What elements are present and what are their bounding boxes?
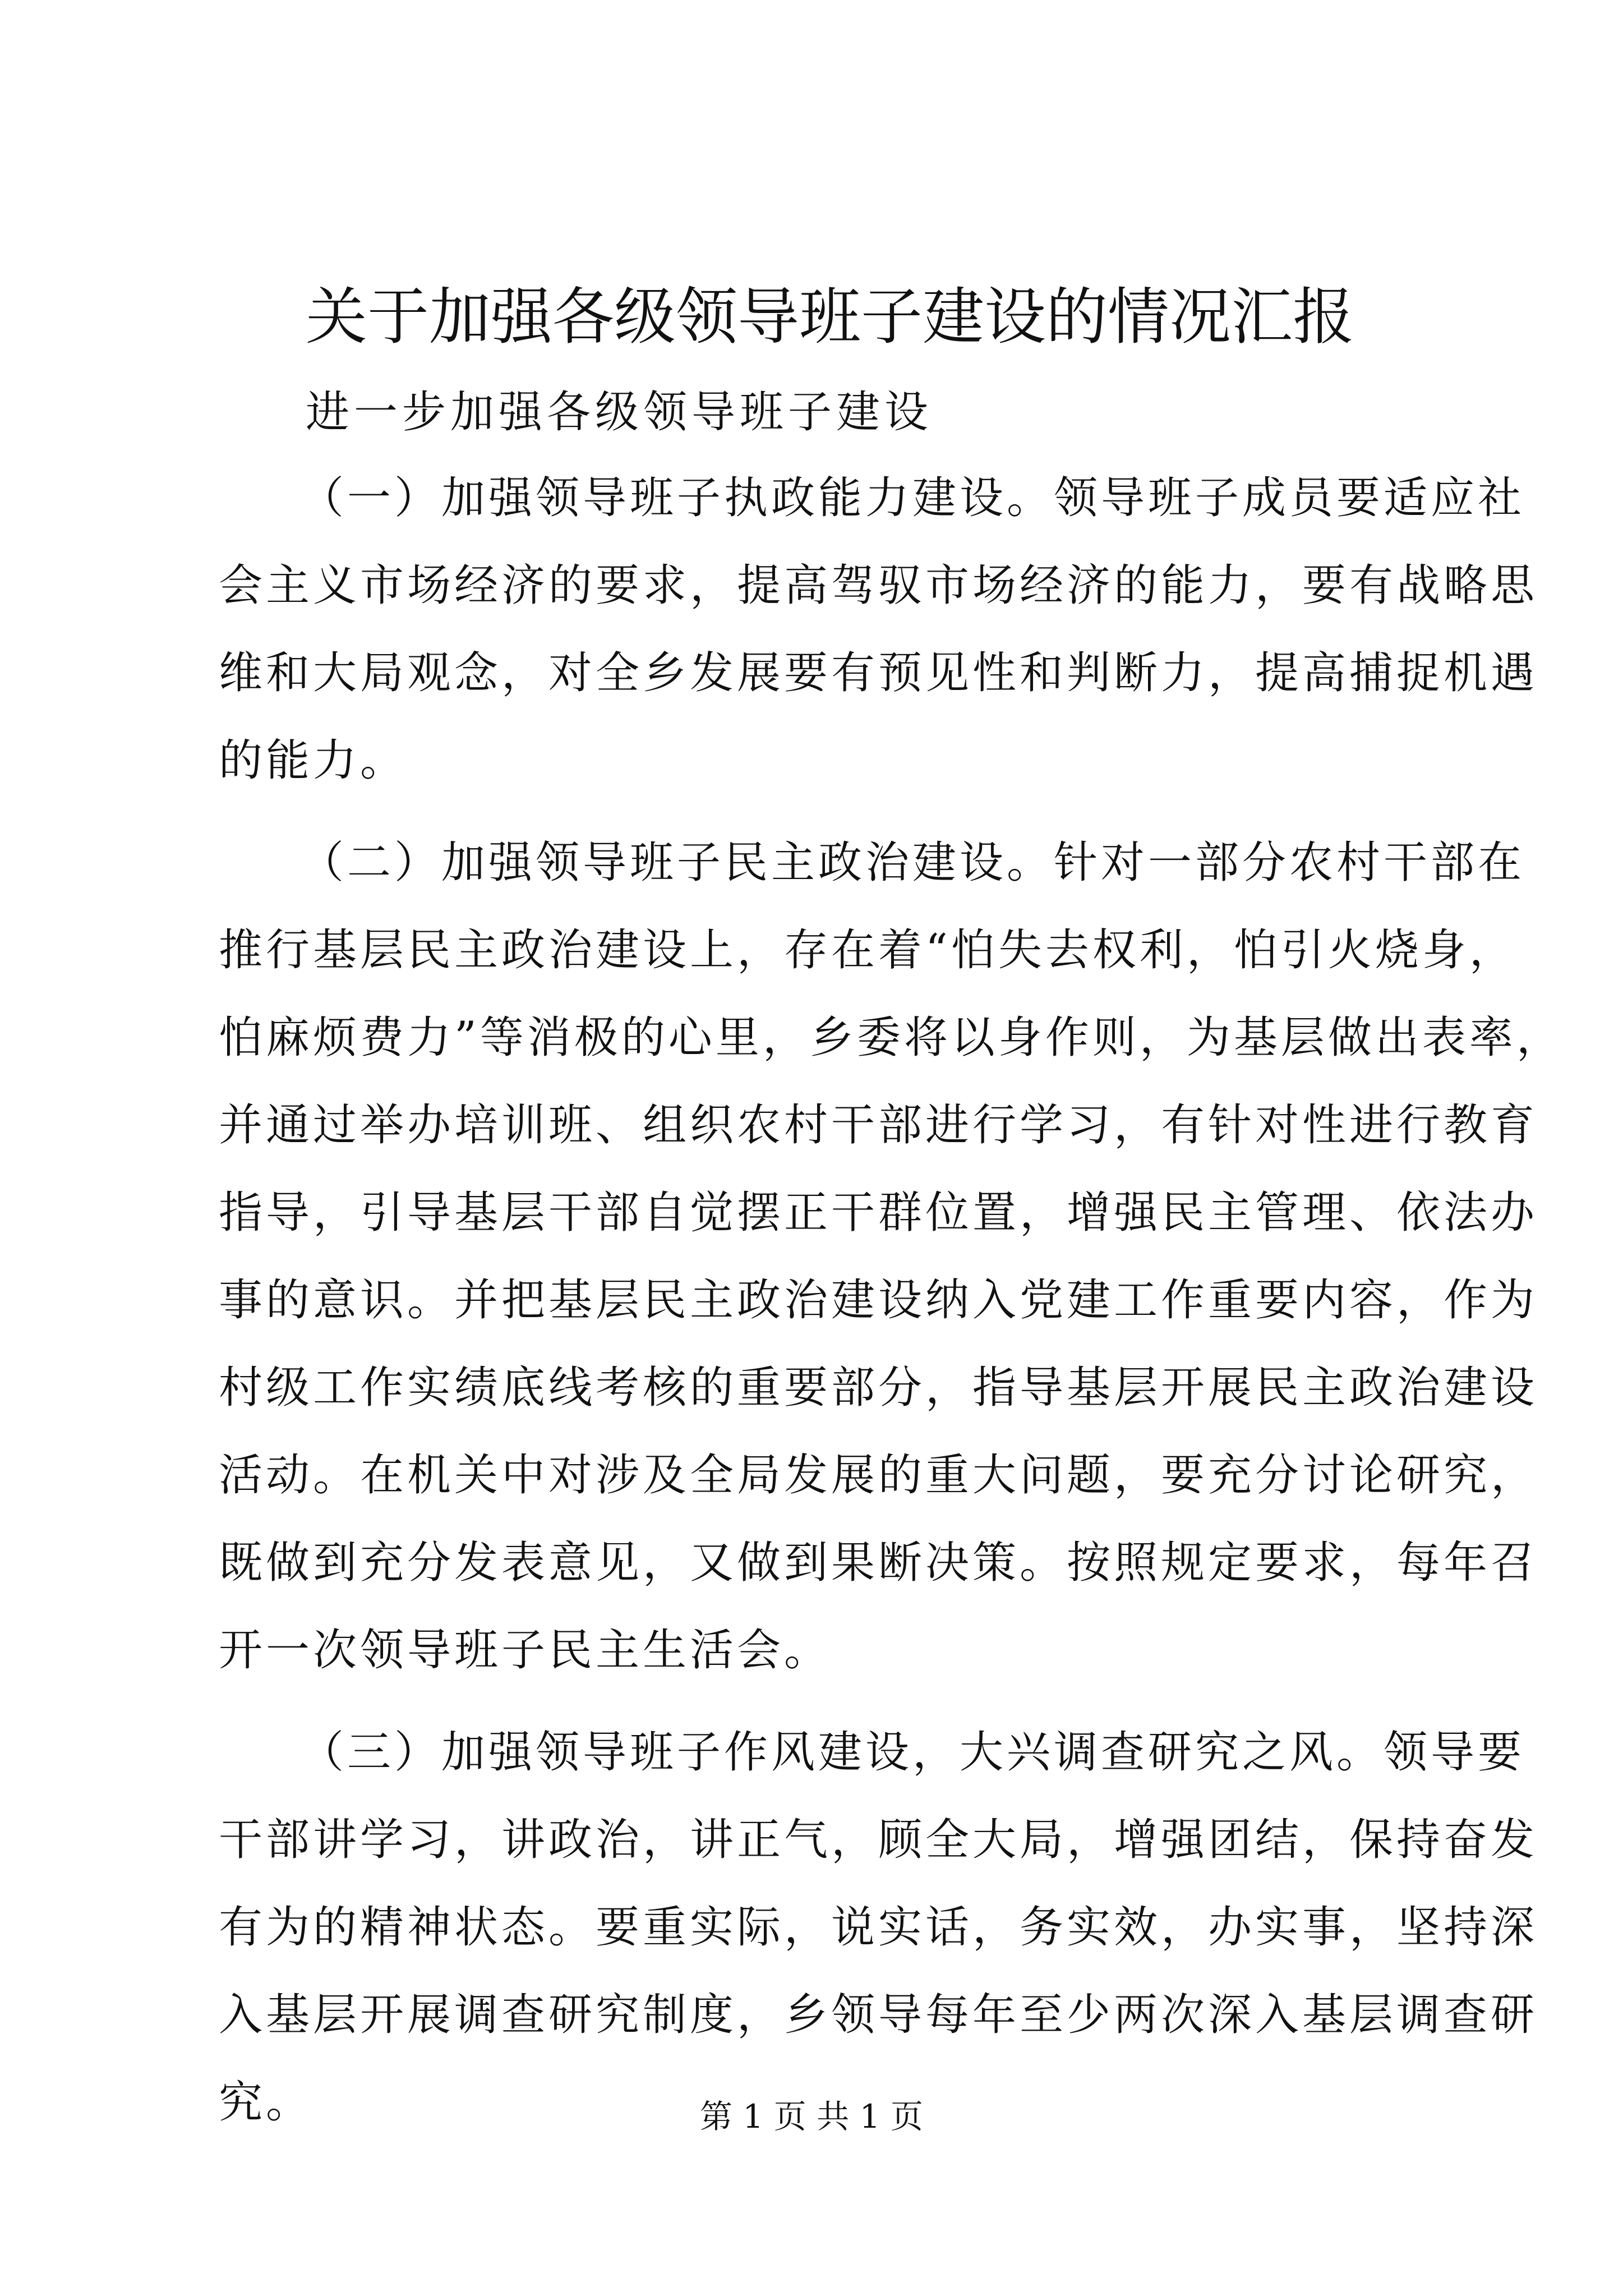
paragraph-1-line-3: 维和大局观念，对全乡发展要有预见性和判断力，提高捕捉机遇 [219, 648, 1538, 698]
paragraph-2-line-10: 开一次领导班子民主生活会。 [219, 1625, 832, 1676]
paragraph-2-line-2: 推行基层民主政治建设上，存在着“怕失去权利，怕引火烧身， [219, 925, 1516, 976]
paragraph-2-line-9: 既做到充分发表意见，又做到果断决策。按照规定要求，每年召 [219, 1538, 1538, 1588]
paragraph-1-line-1: （一）加强领导班子执政能力建设。领导班子成员要适应社 [300, 473, 1525, 523]
paragraph-1-line-4: 的能力。 [219, 735, 408, 786]
paragraph-3-line-2: 干部讲学习，讲政治，讲正气，顾全大局，增强团结，保持奋发 [219, 1815, 1538, 1865]
paragraph-2-line-3: 怕麻烦费力”等消极的心里，乡委将以身作则，为基层做出表率， [219, 1013, 1564, 1063]
paragraph-3-line-5: 究。 [219, 2077, 313, 2128]
page-footer: 第 1 页 共 1 页 [700, 2097, 923, 2136]
paragraph-2-line-6: 事的意识。并把基层民主政治建设纳入党建工作重要内容，作为 [219, 1275, 1538, 1326]
paragraph-3-line-1: （三）加强领导班子作风建设，大兴调查研究之风。领导要 [300, 1727, 1525, 1778]
paragraph-1-line-2: 会主义市场经济的要求，提高驾驭市场经济的能力，要有战略思 [219, 560, 1538, 611]
paragraph-2-line-7: 村级工作实绩底线考核的重要部分，指导基层开展民主政治建设 [219, 1363, 1538, 1413]
paragraph-3-line-4: 入基层开展调查研究制度，乡领导每年至少两次深入基层调查研 [219, 1990, 1538, 2040]
document-title: 关于加强各级领导班子建设的情况汇报 [306, 281, 1354, 353]
paragraph-2-line-5: 指导，引导基层干部自觉摆正干群位置，增强民主管理、依法办 [219, 1188, 1538, 1238]
paragraph-2-line-1: （二）加强领导班子民主政治建设。针对一部分农村干部在 [300, 838, 1525, 888]
paragraph-2-line-8: 活动。在机关中对涉及全局发展的重大问题，要充分讨论研究， [219, 1450, 1538, 1501]
document-subtitle: 进一步加强各级领导班子建设 [306, 387, 933, 438]
document-body [219, 470, 1564, 2162]
paragraph-2-line-4: 并通过举办培训班、组织农村干部进行学习，有针对性进行教育 [219, 1100, 1538, 1151]
paragraph-3-line-3: 有为的精神状态。要重实际，说实话，务实效，办实事，坚持深 [219, 1902, 1538, 1953]
